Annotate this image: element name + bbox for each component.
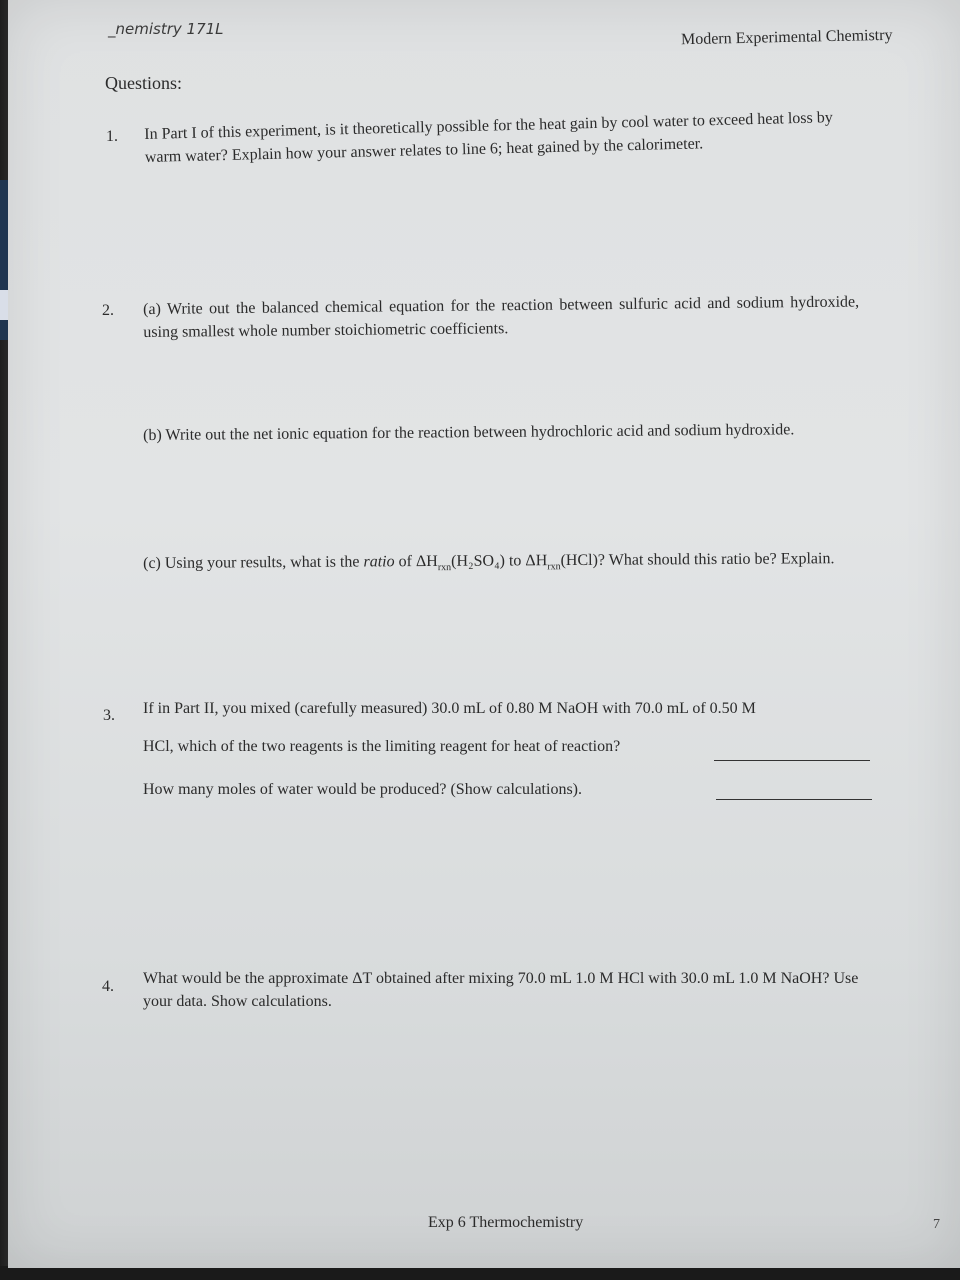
- question-3-number: 3.: [103, 707, 115, 724]
- question-4-text: What would be the approximate ΔT obtained after mixing 70.0 mL 1.0 M HCl with 30.0 mL 1.0 M NaOH? Use your data. Show calculations.: [143, 970, 859, 1010]
- question-3-line-3: How many moles of water would be produced? (Show calculations).: [143, 781, 582, 798]
- q2c-species-1: (H₂SO₄) to: [451, 552, 522, 570]
- question-4-number: 4.: [102, 978, 114, 995]
- course-label: _nemistry 171L: [108, 20, 224, 38]
- answer-blank-moles-water[interactable]: [716, 799, 872, 800]
- q2c-prefix: (c) Using your results, what is the: [143, 553, 360, 572]
- q2c-sub-rxn-1: rxn: [437, 562, 452, 574]
- page-number: 7: [933, 1217, 940, 1232]
- q2c-ratio-word: ratio: [363, 553, 395, 571]
- question-2b-text: (b) Write out the net ionic equation for the reaction between hydrochloric acid and sodium hydroxide.: [143, 421, 795, 444]
- q2c-species-2: (HCl)? What should this ratio be? Explain.: [560, 550, 835, 570]
- q2c-of: of: [398, 553, 412, 571]
- question-3-line-2: HCl, which of the two reagents is the limiting reagent for heat of reaction?: [143, 738, 621, 755]
- worksheet-page: [8, 0, 960, 1268]
- question-1-number: 1.: [106, 128, 118, 145]
- background-desk-edge: [0, 1266, 960, 1280]
- questions-heading: Questions:: [105, 73, 183, 93]
- question-2a-text: (a) Write out the balanced chemical equation for the reaction between sulfuric acid and sodium hydroxide, using smallest whole number stoichiometric coefficients.: [143, 293, 860, 341]
- question-1-text: In Part I of this experiment, is it theoretically possible for the heat gain by cool water to exceed heat loss by warm water? Explain how your answer relates to line 6; heat gained by the calorimeter.: [144, 109, 833, 166]
- question-2c-text: [143, 547, 873, 575]
- header-title: Modern Experimental Chemistry: [680, 26, 893, 49]
- footer-label: Exp 6 Thermochemistry: [428, 1214, 584, 1231]
- q2c-sub-rxn-2: rxn: [547, 561, 561, 573]
- q2c-delta-h-1: ΔH: [415, 552, 438, 571]
- answer-blank-limiting-reagent[interactable]: [714, 760, 870, 761]
- question-2-number: 2.: [102, 302, 114, 319]
- q2c-delta-h-2: ΔH: [525, 552, 548, 570]
- question-3-line-1: If in Part II, you mixed (carefully measured) 30.0 mL of 0.80 M NaOH with 70.0 mL of 0.50 M: [143, 700, 756, 717]
